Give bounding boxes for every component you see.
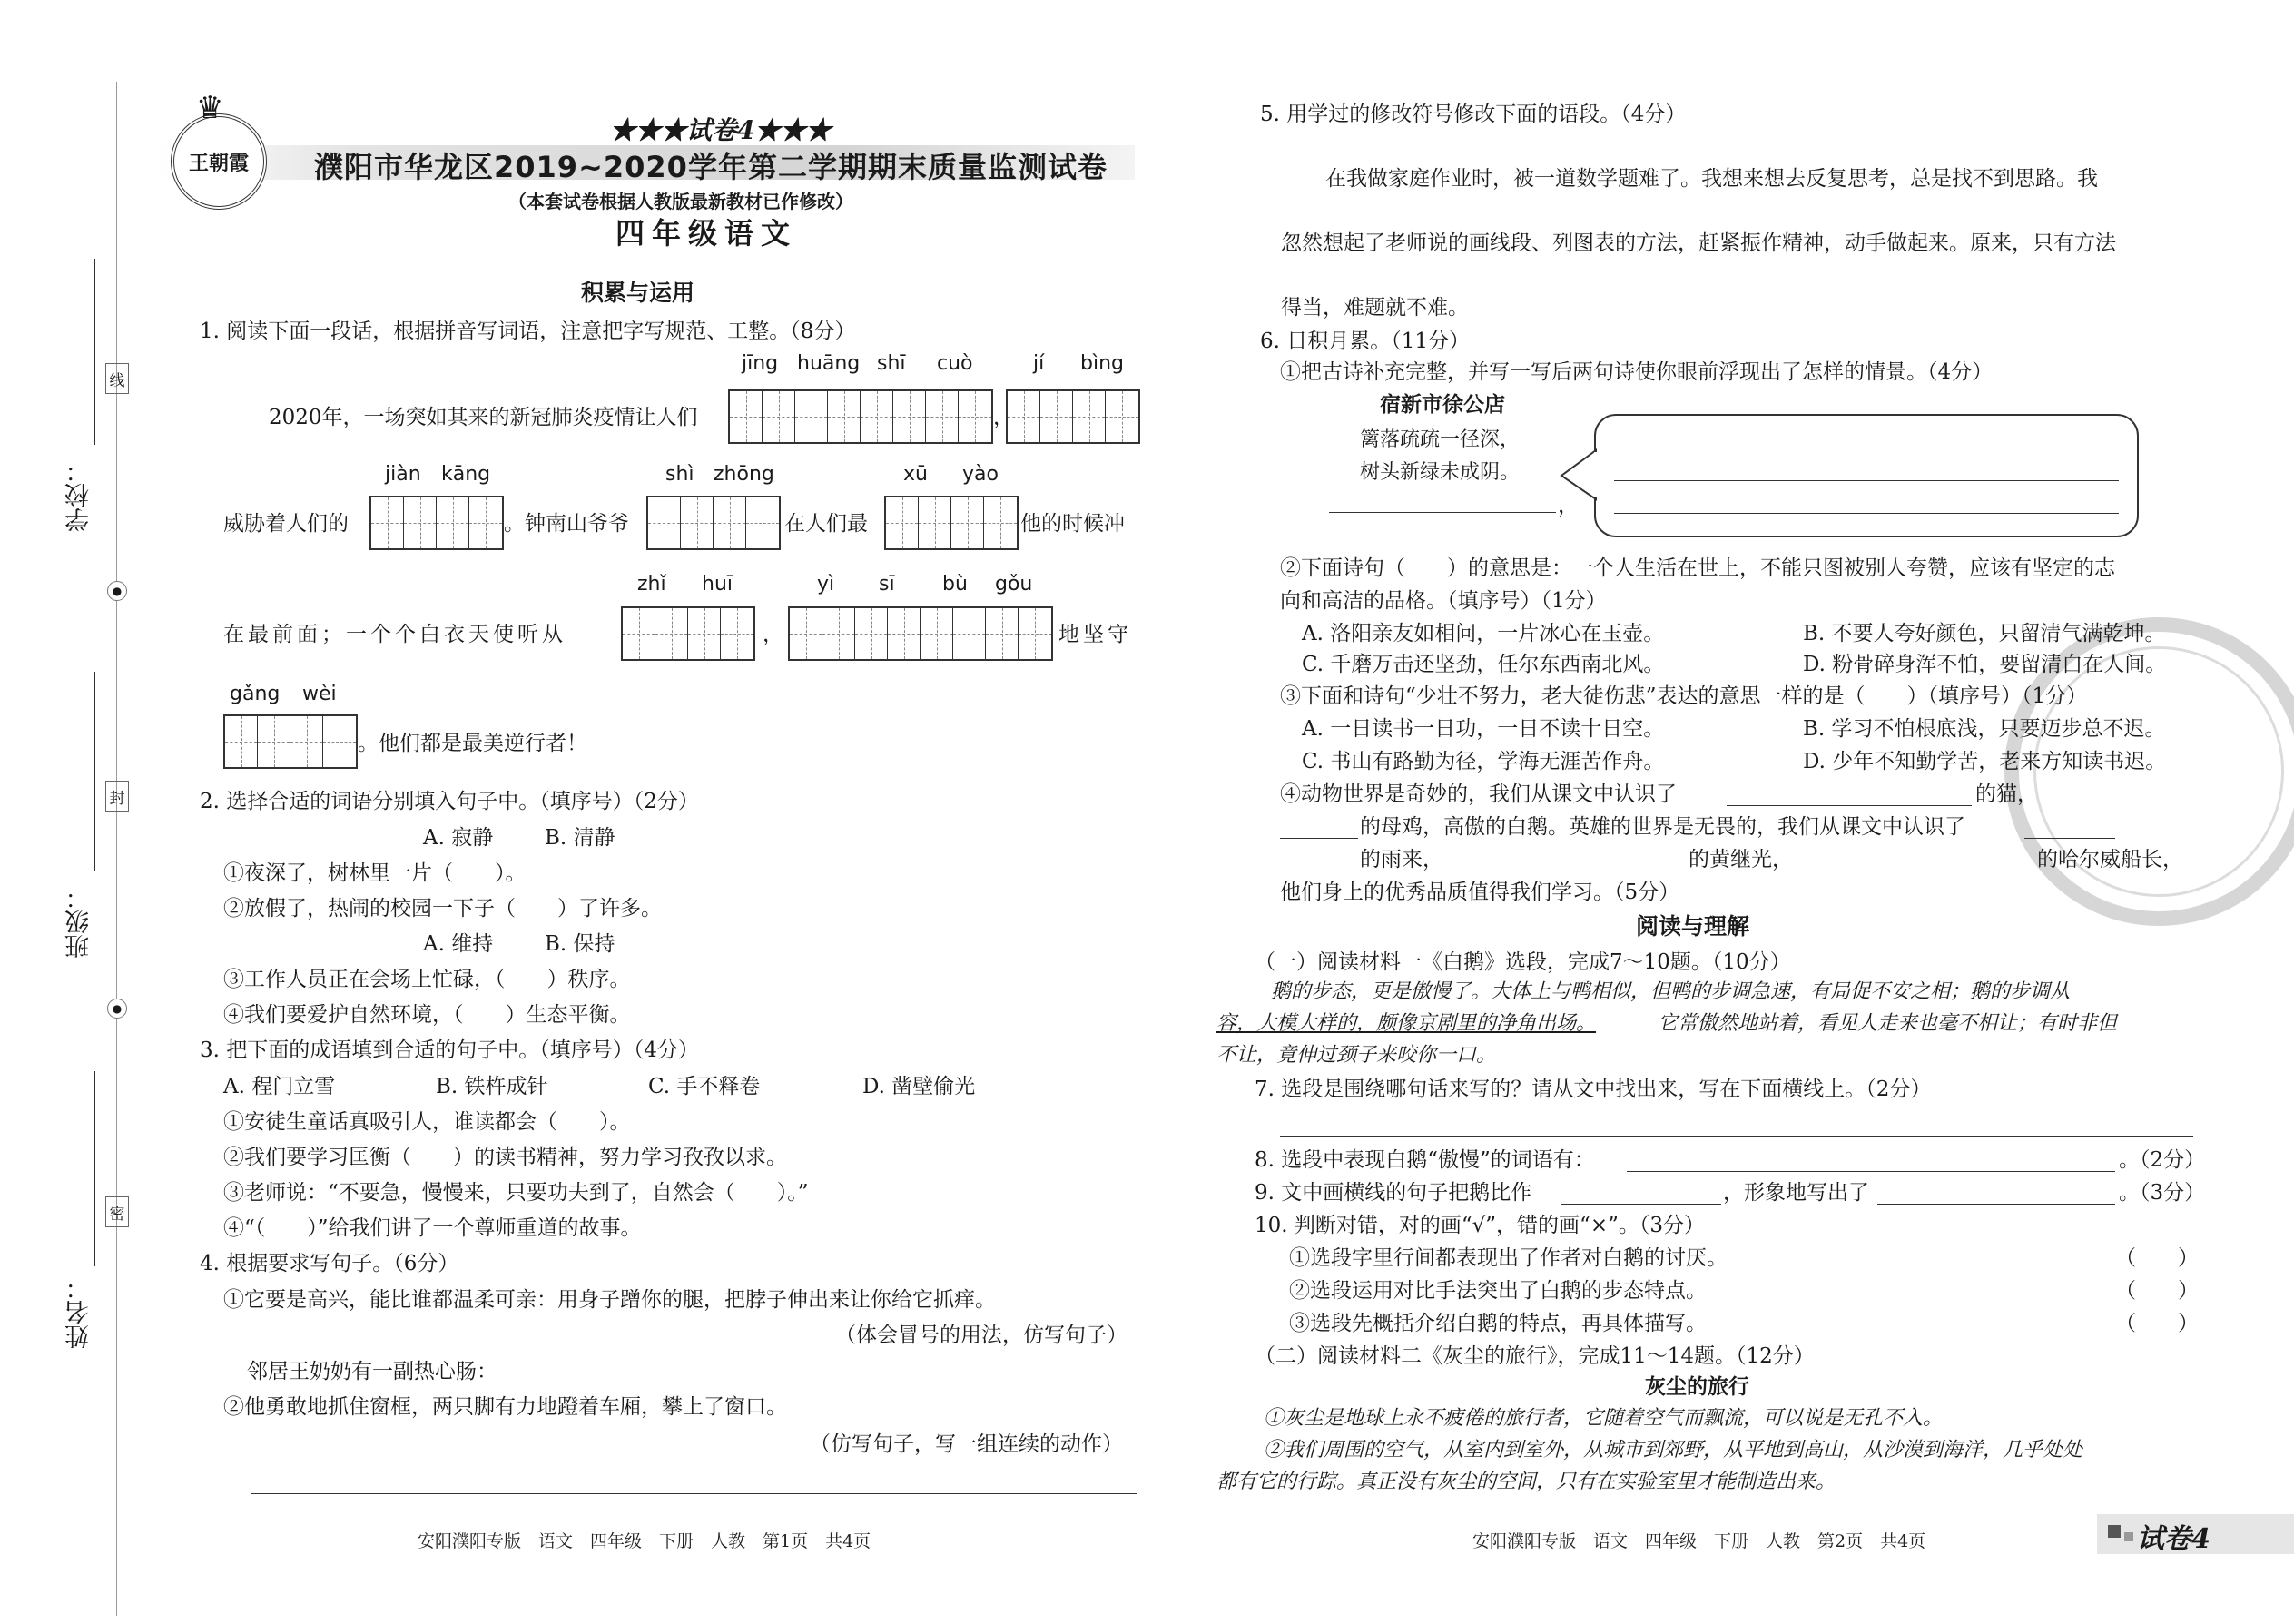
passage-text: 地坚守 (1058, 623, 1132, 646)
sentence[interactable]: ④“（ ）”给我们讲了一个尊师重道的故事。 (223, 1216, 642, 1240)
class-field[interactable] (94, 672, 95, 871)
writing-grid[interactable] (646, 496, 781, 550)
option: C. 书山有路勤为径，学海无涯苦作舟。 (1302, 750, 1665, 773)
section-title: 阅读与理解 (1636, 913, 1750, 940)
page-footer: 安阳濮阳专版 语文 四年级 下册 人教 第2页 共4页 (1472, 1531, 1926, 1551)
sentence[interactable]: ③工作人员正在会场上忙碌，（ ）秩序。 (223, 968, 631, 991)
poem-title: 宿新市徐公店 (1380, 393, 1505, 417)
fill-text: 的黄继光， (1689, 848, 1793, 871)
judge-statement: ③选段先概括介绍白鹅的特点，再具体描写。 (1289, 1312, 1707, 1335)
excerpt-text: 鹅的步态，更是傲慢了。大体上与鸭相似，但鸭的步调急速，有局促不安之相；鹅的步调从 (1271, 980, 2071, 1003)
sentence[interactable]: ③老师说：“不要急，慢慢来，只要功夫到了，自然会（ ）。” (223, 1181, 809, 1205)
option: B. 铁杵成针 (436, 1075, 548, 1098)
material-prompt: （一）阅读材料一《白鹅》选段，完成7～10题。（10分） (1255, 950, 1791, 974)
pinyin: kāng (441, 463, 491, 486)
writing-grid[interactable] (621, 606, 755, 661)
option: D. 粉骨碎身浑不怕，要留清白在人间。 (1803, 653, 2167, 676)
writing-grid[interactable] (223, 714, 358, 769)
option: C. 千磨万击还坚劲，任尔东西南北风。 (1302, 653, 1665, 676)
sub-question: 向和高洁的品格。（填序号）（1分） (1280, 589, 1607, 613)
pinyin: bù (942, 573, 968, 595)
corner-tag-label: 试卷4 (2137, 1523, 2210, 1555)
corner-tag-squares (2108, 1525, 2121, 1538)
answer-bubble[interactable] (1594, 414, 2139, 537)
question-prompt: 10. 判断对错，对的画“√”，错的画“×”。（3分） (1255, 1214, 1705, 1237)
pinyin: bìng (1080, 352, 1124, 375)
judge-statement: ①选段字里行间都表现出了作者对白鹅的讨厌。 (1289, 1246, 1728, 1270)
crown-icon: ♛ (196, 90, 224, 126)
passage-text[interactable]: 得当，难题就不难。 (1281, 296, 1469, 320)
excerpt-text: 不让，竟伸过颈子来咬你一口。 (1216, 1044, 1497, 1067)
grade-subject: 四年级语文 (615, 216, 798, 251)
answer-line[interactable] (1329, 511, 1556, 513)
article-text: 都有它的行踪。真正没有灰尘的空间，只有在实验室里才能制造出来。 (1216, 1471, 1836, 1493)
sentence[interactable]: ②放假了，热闹的校园一下子（ ）了许多。 (223, 897, 662, 920)
passage-text: 他的时候冲 (1020, 512, 1125, 536)
answer-line[interactable] (1727, 804, 1972, 806)
seal-mark-secret: 密 (105, 1196, 129, 1227)
passage-text[interactable]: 在我做家庭作业时，被一道数学题难了。我想来想去反复思考，总是找不到思路。我 (1325, 167, 2098, 191)
question-prompt: 6. 日积月累。（11分） (1260, 330, 1471, 353)
pinyin: yì (817, 573, 835, 595)
pinyin: jiàn (385, 463, 421, 486)
instruction-note: （体会冒号的用法，仿写句子） (835, 1324, 1127, 1347)
judge-statement: ②选段运用对比手法突出了白鹅的步态特点。 (1289, 1279, 1707, 1303)
score-note: 。（2分） (2119, 1148, 2206, 1172)
option: B. 学习不怕根底浅，只要迈步总不迟。 (1803, 717, 2166, 741)
writing-grid[interactable] (1006, 389, 1140, 444)
pinyin: shì (665, 463, 694, 486)
answer-line[interactable] (1280, 870, 1358, 871)
option: B. 保持 (545, 932, 615, 956)
article-text: ②我们周围的空气，从室内到室外，从城市到郊野，从平地到高山，从沙漠到海洋，几乎处处 (1264, 1439, 2083, 1462)
sub-question[interactable]: ②下面诗句（ ）的意思是：一个人生活在世上，不能只图被别人夸赞，应该有坚定的志 (1280, 556, 2115, 580)
fill-text: 的猫， (1975, 782, 2038, 806)
answer-line[interactable] (1456, 870, 1687, 871)
sentence: ①它要是高兴，能比谁都温柔可亲：用身子蹭你的腿，把脖子伸出来让你给它抓痒。 (223, 1288, 996, 1312)
poem-line: 篱落疏疏一径深， (1360, 428, 1521, 451)
writing-grid[interactable] (788, 606, 1053, 661)
bubble-tail (1560, 448, 1598, 503)
writing-grid[interactable] (728, 389, 993, 444)
bubble-line[interactable] (1614, 512, 2119, 514)
binding-hole-icon: ● (107, 581, 127, 601)
section-title: 积累与运用 (581, 280, 695, 306)
excerpt-text: 它常傲然地站着，看见人走来也毫不相让；有时非但 (1658, 1012, 2118, 1035)
answer-line[interactable] (1561, 1203, 1721, 1205)
sentence: ②他勇敢地抓住窗框，两只脚有力地蹬着车厢，攀上了窗口。 (223, 1395, 787, 1419)
question-prompt: 3. 把下面的成语填到合适的句子中。（填序号）（4分） (200, 1038, 699, 1062)
fill-prompt: 邻居王奶奶有一副热心肠： (247, 1360, 497, 1383)
passage-text: ， (993, 406, 1014, 429)
option: B. 不要人夸好颜色，只留清气满乾坤。 (1803, 622, 2166, 645)
writing-grid[interactable] (369, 496, 504, 550)
test-badge: ★★★试卷4★★★ (610, 115, 832, 145)
passage-text: 在最前面；一个个白衣天使听从 (223, 623, 566, 646)
option: D. 少年不知勤学苦，老来方知读书迟。 (1803, 750, 2167, 773)
seal-mark-seal: 封 (105, 781, 129, 812)
option: A. 一日读书一日功，一日不读十日空。 (1302, 717, 1665, 741)
binding-hole-icon: ● (107, 999, 127, 1019)
option: B. 清静 (545, 826, 615, 850)
page-footer: 安阳濮阳专版 语文 四年级 下册 人教 第1页 共4页 (418, 1531, 871, 1551)
sub-question: ①把古诗补充完整，并写一写后两句诗使你眼前浮现出了怎样的情景。（4分） (1280, 360, 1994, 384)
fill-text: 的母鸡，高傲的白鹅。英雄的世界是无畏的，我们从课文中认识了 (1360, 815, 1965, 839)
pinyin: jīng (742, 352, 779, 375)
judge-blank[interactable]: （ ） (2115, 1246, 2199, 1270)
pinyin: jí (1033, 352, 1045, 375)
corner-tag-squares (2124, 1532, 2133, 1541)
binding-line (116, 82, 117, 1616)
question-prompt: 9. 文中画横线的句子把鹅比作 (1255, 1181, 1532, 1205)
answer-line[interactable] (525, 1382, 1133, 1383)
option: D. 凿壁偷光 (862, 1075, 976, 1098)
judge-blank[interactable]: （ ） (2115, 1279, 2199, 1303)
pinyin: zhōng (714, 463, 774, 486)
question-prompt: 1. 阅读下面一段话，根据拼音写词语，注意把字写规范、工整。（8分） (200, 320, 856, 343)
passage-text: 。他们都是最美逆行者！ (358, 732, 587, 755)
poem-comma: ， (1558, 494, 1579, 517)
pinyin: cuò (937, 352, 973, 375)
fill-text: 他们身上的优秀品质值得我们学习。（5分） (1280, 881, 1680, 904)
question-prompt: 8. 选段中表现白鹅“傲慢”的词语有： (1255, 1148, 1595, 1172)
fill-text: ，形象地写出了 (1723, 1181, 1869, 1205)
excerpt-text-underlined: 容，大模大样的，颇像京剧里的净角出场。 (1216, 1012, 1597, 1035)
passage-text: ， (763, 623, 783, 646)
score-note: 。（3分） (2119, 1181, 2206, 1205)
exam-subtitle: （本套试卷根据人教版最新教材已作修改） (508, 191, 853, 212)
answer-line[interactable] (2024, 837, 2115, 839)
class-label: 班级： (65, 885, 94, 959)
option: C. 手不释卷 (648, 1075, 761, 1098)
pinyin: xū (903, 463, 928, 486)
school-field[interactable] (94, 259, 95, 445)
answer-line[interactable] (1627, 1170, 2115, 1172)
option: A. 程门立雪 (223, 1075, 336, 1098)
name-label: 姓名： (65, 1275, 94, 1349)
sentence[interactable]: ④我们要爱护自然环境，（ ）生态平衡。 (223, 1003, 631, 1027)
name-field[interactable] (94, 1071, 95, 1266)
writing-grid[interactable] (884, 496, 1019, 550)
fill-text: 的雨来， (1360, 848, 1443, 871)
passage-text: 2020年，一场突如其来的新冠肺炎疫情让人们 (269, 406, 698, 429)
logo-emblem (171, 113, 267, 210)
pinyin: wèi (302, 683, 337, 705)
fill-text: 的哈尔威船长， (2037, 848, 2183, 871)
article-text: ①灰尘是地球上永不疲倦的旅行者，它随着空气而飘流，可以说是无孔不入。 (1264, 1407, 1944, 1430)
pinyin: sī (879, 573, 895, 595)
logo-text: 王朝霞 (188, 151, 249, 175)
pinyin: huāng (797, 352, 861, 375)
sub-question: ④动物世界是奇妙的，我们从课文中认识了 (1280, 782, 1677, 806)
passage-text: 。钟南山爷爷 (504, 512, 629, 536)
pinyin: shī (877, 352, 906, 375)
passage-text: 威胁着人们的 (223, 512, 349, 536)
option: A. 寂静 (423, 826, 494, 850)
option: A. 洛阳亲友如相问，一片冰心在玉壶。 (1302, 622, 1665, 645)
pinyin: yào (962, 463, 999, 486)
exam-title: 濮阳市华龙区2019~2020学年第二学期期末质量监测试卷 (314, 150, 1108, 184)
sentence[interactable]: ①夜深了，树林里一片（ ）。 (223, 861, 527, 885)
school-label: 学校： (65, 458, 94, 532)
bubble-line[interactable] (1614, 479, 2119, 481)
pinyin: huī (702, 573, 733, 595)
answer-line[interactable] (1808, 870, 2033, 871)
judge-blank[interactable]: （ ） (2115, 1312, 2199, 1335)
passage-text[interactable]: 忽然想起了老师说的画线段、列图表的方法，赶紧振作精神，动手做起来。原来，只有方法 (1281, 231, 2116, 255)
question-prompt: 2. 选择合适的词语分别填入句子中。（填序号）（2分） (200, 790, 699, 813)
pinyin: zhǐ (637, 573, 666, 595)
material-prompt: （二）阅读材料二《灰尘的旅行》，完成11～14题。（12分） (1255, 1344, 1815, 1368)
question-prompt: 5. 用学过的修改符号修改下面的语段。（4分） (1260, 103, 1687, 126)
bubble-line[interactable] (1614, 447, 2119, 448)
answer-line[interactable] (1280, 837, 1358, 839)
instruction-note: （仿写句子，写一组连续的动作） (810, 1432, 1123, 1456)
question-prompt: 7. 选段是围绕哪句话来写的？请从文中找出来，写在下面横线上。（2分） (1255, 1078, 1932, 1101)
pinyin: gǒu (995, 573, 1033, 595)
sentence[interactable]: ①安徒生童话真吸引人，谁读都会（ ）。 (223, 1110, 631, 1134)
answer-line[interactable] (1877, 1203, 2115, 1205)
pinyin: gǎng (230, 683, 281, 705)
question-prompt: 4. 根据要求写句子。（6分） (200, 1252, 459, 1275)
passage-text: 在人们最 (784, 512, 868, 536)
sentence[interactable]: ②我们要学习匡衡（ ）的读书精神，努力学习孜孜以求。 (223, 1146, 787, 1169)
poem-line: 树头新绿未成阴。 (1360, 461, 1521, 484)
answer-line[interactable] (251, 1492, 1137, 1494)
article-title: 灰尘的旅行 (1645, 1375, 1749, 1399)
sub-question[interactable]: ③下面和诗句“少壮不努力，老大徒伤悲”表达的意思一样的是（ ）（填序号）（1分） (1280, 684, 2088, 708)
answer-line[interactable] (1280, 1135, 2193, 1137)
seal-mark-line: 线 (105, 363, 129, 394)
option: A. 维持 (423, 932, 494, 956)
